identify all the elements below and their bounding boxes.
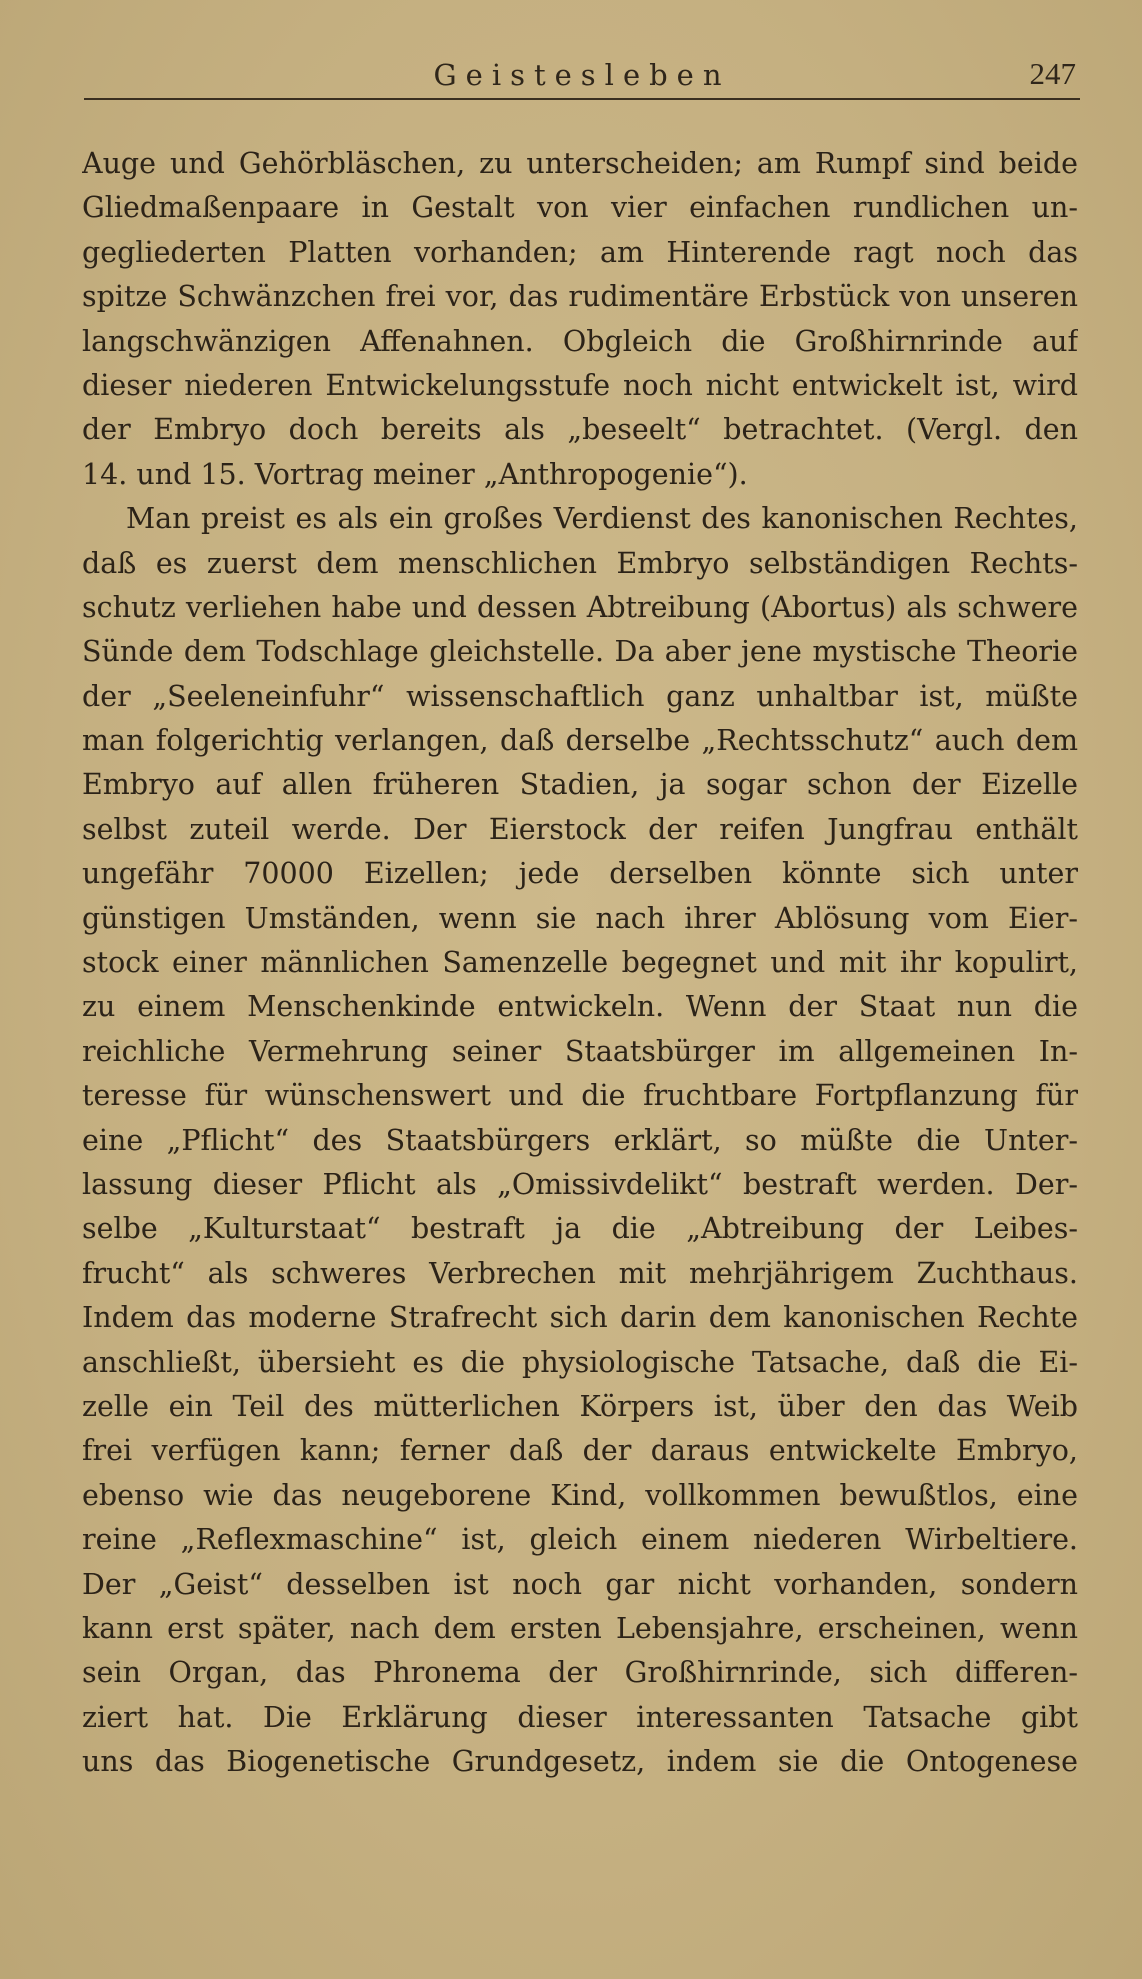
text-line: eine „Pflicht“ des Staatsbürgers erklärt, so müßte die Unter- bbox=[82, 1123, 1078, 1157]
text-line: spitze Schwänzchen frei vor, das rudimentäre Erbstück von unseren bbox=[82, 280, 1078, 314]
text-line: der Embryo doch bereits als „beseelt“ betrachtet. (Vergl. den bbox=[82, 413, 1078, 447]
text-line: ungefähr 70000 Eizellen; jede derselben könnte sich unter bbox=[82, 857, 1078, 891]
text-line: reichliche Vermehrung seiner Staatsbürger im allgemeinen In- bbox=[82, 1034, 1078, 1068]
text-line: selbe „Kulturstaat“ bestraft ja die „Abtreibung der Leibes- bbox=[82, 1212, 1078, 1246]
text-line: Man preist es als ein großes Verdienst des kanonischen Rechtes, bbox=[126, 502, 1078, 536]
body-text bbox=[82, 142, 1078, 1784]
running-head-title: Geistesleben bbox=[433, 58, 731, 92]
running-head bbox=[84, 52, 1080, 102]
text-line: gegliederten Platten vorhanden; am Hinterende ragt noch das bbox=[82, 235, 1078, 269]
text-line: frei verfügen kann; ferner daß der daraus entwickelte Embryo, bbox=[82, 1434, 1078, 1468]
text-line: ebenso wie das neugeborene Kind, vollkommen bewußtlos, eine bbox=[82, 1478, 1078, 1512]
header-rule bbox=[84, 98, 1080, 100]
text-line: 14. und 15. Vortrag meiner „Anthropogenie“). bbox=[82, 457, 748, 491]
page-number: 247 bbox=[1029, 56, 1076, 91]
text-line: zelle ein Teil des mütterlichen Körpers ist, über den das Weib bbox=[82, 1389, 1078, 1423]
text-line: uns das Biogenetische Grundgesetz, indem sie die Ontogenese bbox=[82, 1745, 1078, 1779]
text-line: Embryo auf allen früheren Stadien, ja sogar schon der Eizelle bbox=[82, 768, 1078, 802]
text-line: frucht“ als schweres Verbrechen mit mehrjährigem Zuchthaus. bbox=[82, 1256, 1078, 1290]
text-line: Der „Geist“ desselben ist noch gar nicht vorhanden, sondern bbox=[82, 1567, 1078, 1601]
text-line: sein Organ, das Phronema der Großhirnrinde, sich differen- bbox=[82, 1656, 1078, 1690]
text-line: selbst zuteil werde. Der Eierstock der reifen Jungfrau enthält bbox=[82, 812, 1078, 846]
text-line: zu einem Menschenkinde entwickeln. Wenn der Staat nun die bbox=[82, 990, 1078, 1024]
text-line: ziert hat. Die Erklärung dieser interessanten Tatsache gibt bbox=[82, 1700, 1078, 1734]
text-line: Sünde dem Todschlage gleichstelle. Da aber jene mystische Theorie bbox=[82, 635, 1078, 669]
text-line: kann erst später, nach dem ersten Lebensjahre, erscheinen, wenn bbox=[82, 1611, 1078, 1645]
text-line: reine „Reflexmaschine“ ist, gleich einem niederen Wirbeltiere. bbox=[82, 1523, 1078, 1557]
text-line: Indem das moderne Strafrecht sich darin dem kanonischen Rechte bbox=[82, 1301, 1078, 1335]
text-line: man folgerichtig verlangen, daß derselbe „Rechtsschutz“ auch dem bbox=[82, 724, 1078, 758]
text-line: der „Seeleneinfuhr“ wissenschaftlich ganz unhaltbar ist, müßte bbox=[82, 679, 1078, 713]
text-line: langschwänzigen Affenahnen. Obgleich die Großhirnrinde auf bbox=[82, 324, 1078, 358]
text-line: Auge und Gehörbläschen, zu unterscheiden; am Rumpf sind beide bbox=[82, 147, 1078, 180]
text-line: günstigen Umständen, wenn sie nach ihrer Ablösung vom Eier- bbox=[82, 901, 1078, 935]
text-line: dieser niederen Entwickelungsstufe noch nicht entwickelt ist, wird bbox=[82, 368, 1078, 402]
text-line: teresse für wünschenswert und die fruchtbare Fortpflanzung für bbox=[82, 1079, 1078, 1113]
text-line: schutz verliehen habe und dessen Abtreibung (Abortus) als schwere bbox=[82, 590, 1078, 624]
text-line: anschließt, übersieht es die physiologische Tatsache, daß die Ei- bbox=[82, 1345, 1078, 1379]
text-line: Gliedmaßenpaare in Gestalt von vier einfachen rundlichen un- bbox=[82, 191, 1078, 225]
text-line: stock einer männlichen Samenzelle begegnet und mit ihr kopulirt, bbox=[82, 946, 1078, 980]
text-line: lassung dieser Pflicht als „Omissivdelikt“ bestraft werden. Der- bbox=[82, 1167, 1078, 1201]
text-line: daß es zuerst dem menschlichen Embryo selbständigen Rechts- bbox=[82, 546, 1078, 580]
